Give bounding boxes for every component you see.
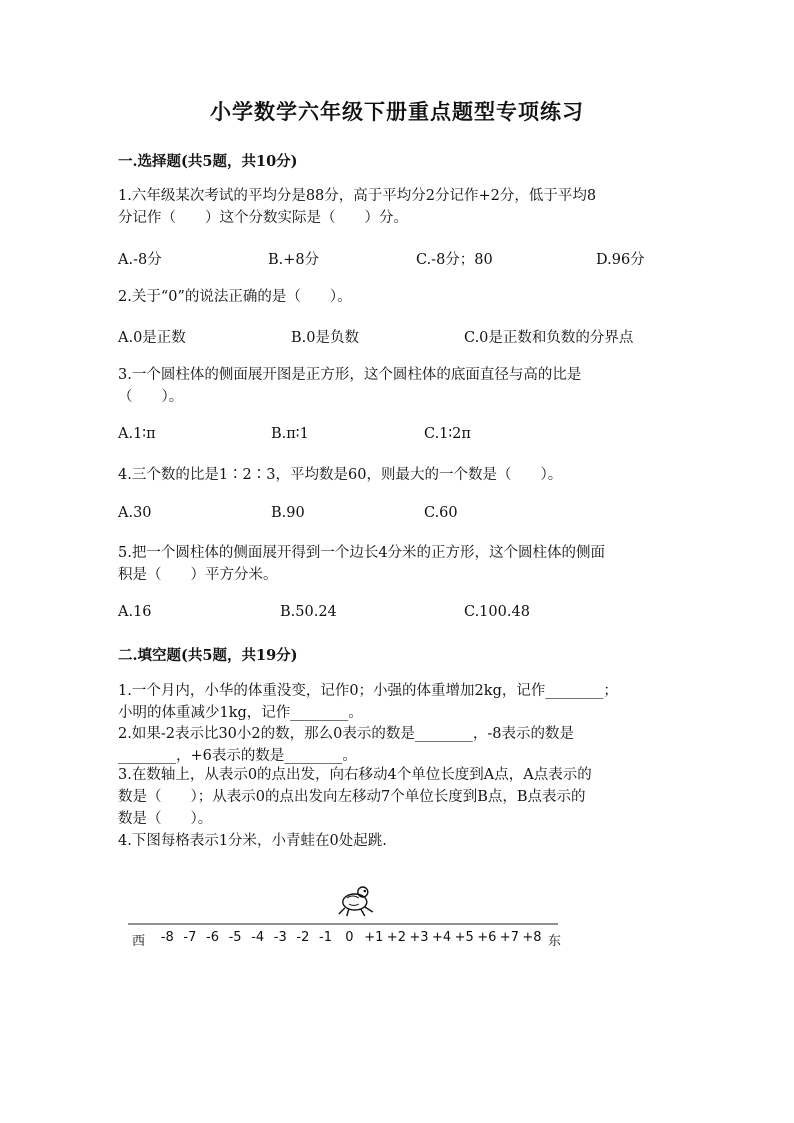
option-c: C.60 bbox=[424, 505, 458, 521]
tick-label: +5 bbox=[454, 930, 474, 945]
question-text: 3.一个圆柱体的侧面展开图是正方形，这个圆柱体的底面直径与高的比是 bbox=[118, 367, 582, 383]
tick-label: -3 bbox=[273, 930, 287, 945]
option-b: B.π∶1 bbox=[271, 426, 309, 442]
tick-label: 0 bbox=[345, 930, 354, 945]
option-b: B.0是负数 bbox=[291, 330, 359, 346]
fill-question-1 bbox=[118, 680, 678, 724]
option-b: B.+8分 bbox=[268, 252, 320, 268]
question-text: 3.在数轴上，从表示0的点出发，向右移动4个单位长度到A点，A点表示的 bbox=[118, 767, 592, 783]
page-title: 小学数学六年级下册重点题型专项练习 bbox=[210, 99, 584, 124]
option-a: A.0是正数 bbox=[118, 330, 186, 346]
question-text: 1.一个月内，小华的体重没变，记作0；小强的体重增加2kg，记作________； bbox=[118, 683, 618, 699]
tick-label: +2 bbox=[386, 930, 406, 945]
option-a: A.1∶π bbox=[118, 426, 156, 442]
question-5 bbox=[118, 542, 678, 586]
question-text: 小明的体重减少1kg，记作________。 bbox=[118, 705, 363, 721]
question-text: 5.把一个圆柱体的侧面展开得到一个边长4分米的正方形，这个圆柱体的侧面 bbox=[118, 545, 606, 561]
question-text: 1.六年级某次考试的平均分是88分，高于平均分2分记作+2分，低于平均8 bbox=[118, 188, 597, 204]
tick-label: +7 bbox=[499, 930, 519, 945]
question-4 bbox=[118, 464, 678, 486]
question-text: 积是（ ）平方分米。 bbox=[118, 567, 278, 583]
tick-label: -7 bbox=[183, 930, 197, 945]
option-c: C.100.48 bbox=[464, 604, 530, 620]
question-2 bbox=[118, 286, 678, 308]
question-3 bbox=[118, 364, 678, 408]
tick-label: -4 bbox=[251, 930, 265, 945]
frog-icon bbox=[339, 887, 373, 916]
tick-label: +3 bbox=[409, 930, 429, 945]
fill-question-4 bbox=[118, 830, 678, 852]
number-line-axis bbox=[128, 880, 568, 930]
tick-label: +8 bbox=[522, 930, 542, 945]
question-text: （ ）。 bbox=[118, 389, 184, 405]
section-heading-fill: 二.填空题(共5题，共19分) bbox=[118, 647, 298, 664]
tick-label: -8 bbox=[160, 930, 174, 945]
tick-label: -1 bbox=[319, 930, 332, 945]
tick-label: +4 bbox=[432, 930, 452, 945]
fill-question-2 bbox=[118, 723, 678, 767]
question-text: 4.三个数的比是1∶2∶3，平均数是60，则最大的一个数是（ ）。 bbox=[118, 467, 563, 483]
question-text: 2.如果-2表示比30小2的数，那么0表示的数是________，-8表示的数是 bbox=[118, 726, 574, 742]
section-heading-choice: 一.选择题(共5题，共10分) bbox=[118, 153, 298, 170]
tick-label: -5 bbox=[228, 930, 242, 945]
fill-question-3 bbox=[118, 764, 678, 830]
tick-label: +1 bbox=[364, 930, 384, 945]
option-c: C.0是正数和负数的分界点 bbox=[464, 330, 634, 346]
question-1 bbox=[118, 185, 678, 229]
option-a: A.30 bbox=[118, 505, 152, 521]
option-a: A.-8分 bbox=[118, 252, 162, 268]
east-label: 东 bbox=[548, 934, 562, 949]
question-text: 分记作（ ）这个分数实际是（ ）分。 bbox=[118, 210, 408, 226]
question-text: 4.下图每格表示1分米，小青蛙在0处起跳. bbox=[118, 833, 387, 849]
option-c: C.1∶2π bbox=[424, 426, 471, 442]
question-text: 2.关于“0”的说法正确的是（ ）。 bbox=[118, 289, 352, 305]
question-text: 数是（ ）；从表示0的点出发向左移动7个单位长度到B点，B点表示的 bbox=[118, 789, 586, 805]
number-line-figure bbox=[128, 880, 568, 960]
question-text: ________，+6表示的数是________。 bbox=[118, 748, 357, 764]
option-b: B.90 bbox=[271, 505, 305, 521]
option-b: B.50.24 bbox=[280, 604, 337, 620]
west-label: 西 bbox=[132, 934, 146, 949]
tick-label: +6 bbox=[477, 930, 497, 945]
option-c: C.-8分；80 bbox=[416, 252, 493, 268]
option-a: A.16 bbox=[118, 604, 152, 620]
option-d: D.96分 bbox=[596, 252, 645, 268]
tick-label: -6 bbox=[206, 930, 219, 945]
tick-label: -2 bbox=[296, 930, 310, 945]
question-text: 数是（ ）。 bbox=[118, 811, 213, 827]
